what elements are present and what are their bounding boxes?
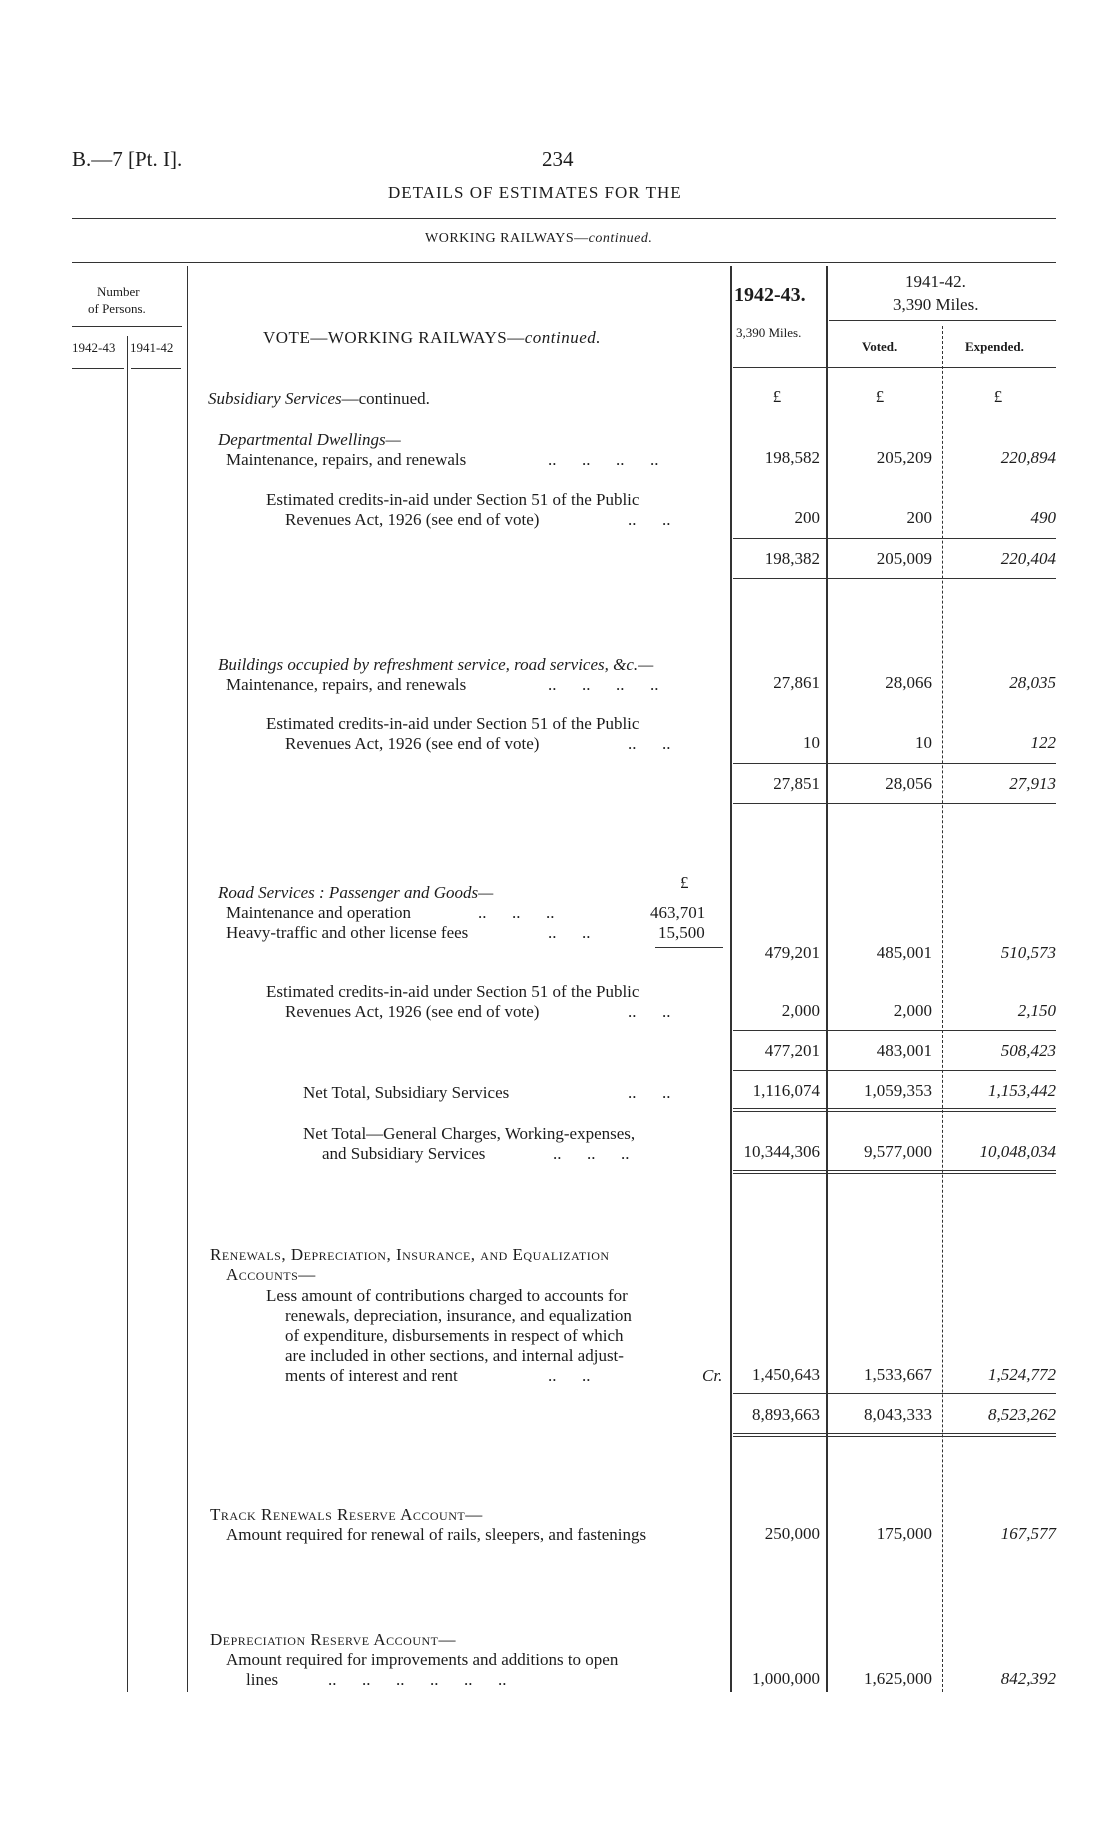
buildings-line1-voted: 28,066 bbox=[885, 673, 932, 692]
dwellings-heading: Departmental Dwellings— bbox=[218, 430, 401, 449]
dwellings-credit-line1: Estimated credits-in-aid under Section 51 of the Public bbox=[266, 490, 640, 509]
road-credit-line2: Revenues Act, 1926 (see end of vote) bbox=[285, 1002, 540, 1021]
vote-title-main: VOTE—WORKING RAILWAYS— bbox=[263, 328, 525, 347]
renewals-total-rule-1 bbox=[733, 1433, 1056, 1434]
persons-label-line2: of Persons. bbox=[88, 301, 146, 316]
depreciation-text-line1: Amount required for improvements and additions to open bbox=[226, 1650, 619, 1669]
col-divider-voted bbox=[826, 266, 828, 1692]
persons-right-border bbox=[187, 266, 188, 1692]
road-line2-dots: .. .. bbox=[548, 923, 591, 942]
document-code: B.—7 [Pt. I]. bbox=[72, 147, 183, 171]
vote-title-continued: continued. bbox=[524, 328, 602, 347]
subtitle-main: WORKING RAILWAYS— bbox=[425, 231, 589, 246]
dwellings-line1-expended: 220,894 bbox=[1000, 448, 1056, 467]
road-line2: Heavy-traffic and other license fees bbox=[226, 923, 469, 942]
currency-symbol: £ bbox=[993, 387, 1003, 406]
buildings-line1-current: 27,861 bbox=[773, 673, 820, 692]
renewals-text-line5: ments of interest and rent bbox=[285, 1366, 458, 1385]
net-subsidiary-voted: 1,059,353 bbox=[864, 1081, 932, 1100]
currency-symbol: £ bbox=[875, 387, 885, 406]
persons-year-rule-left bbox=[72, 368, 124, 369]
dwellings-total-voted: 205,009 bbox=[876, 549, 932, 568]
table-top-rule bbox=[72, 262, 1056, 263]
buildings-credit-line1: Estimated credits-in-aid under Section 51 of the Public bbox=[266, 714, 640, 733]
buildings-credit-voted: 10 bbox=[915, 733, 932, 752]
renewals-expended: 1,524,772 bbox=[988, 1365, 1056, 1384]
road-credit-expended: 2,150 bbox=[1017, 1001, 1056, 1020]
renewals-credit-marker: Cr. bbox=[702, 1366, 723, 1385]
buildings-credit-dots: .. .. bbox=[628, 734, 671, 753]
track-expended: 167,577 bbox=[1000, 1524, 1056, 1543]
renewals-voted: 1,533,667 bbox=[864, 1365, 932, 1384]
dwellings-line1-current: 198,582 bbox=[764, 448, 820, 467]
road-heading: Road Services : Passenger and Goods— bbox=[218, 883, 494, 902]
depreciation-text-line2: lines bbox=[246, 1670, 279, 1689]
currency-symbol: £ bbox=[772, 387, 782, 406]
renewals-heading-line2: Accounts— bbox=[226, 1265, 316, 1284]
dwellings-total-expended: 220,404 bbox=[1000, 549, 1056, 568]
dwellings-credit-line2: Revenues Act, 1926 (see end of vote) bbox=[285, 510, 540, 529]
net-subsidiary-rule-1 bbox=[733, 1108, 1056, 1109]
renewals-text-line2: renewals, depreciation, insurance, and equalization bbox=[285, 1306, 632, 1325]
buildings-total-rule bbox=[733, 803, 1056, 804]
road-sum-rule bbox=[655, 947, 723, 948]
buildings-heading: Buildings occupied by refreshment service, road services, &c.— bbox=[218, 655, 654, 674]
renewals-text-dots: .. .. bbox=[548, 1366, 591, 1385]
persons-year-current: 1942-43 bbox=[72, 340, 116, 355]
track-voted: 175,000 bbox=[876, 1524, 932, 1543]
renewals-total-current: 8,893,663 bbox=[752, 1405, 820, 1424]
currency-voted bbox=[828, 387, 932, 407]
road-credit-line1: Estimated credits-in-aid under Section 51 of the Public bbox=[266, 982, 640, 1001]
renewals-text-line3: of expenditure, disbursements in respect of which bbox=[285, 1326, 624, 1345]
column-expended: Expended. bbox=[965, 339, 1024, 354]
dwellings-credit-voted: 200 bbox=[906, 508, 932, 527]
road-credit-current: 2,000 bbox=[781, 1001, 820, 1020]
net-subsidiary-expended: 1,153,442 bbox=[988, 1081, 1056, 1100]
buildings-line1-dots: .. .. .. .. bbox=[548, 675, 659, 694]
renewals-heading-line1: Renewals, Depreciation, Insurance, and Equalization bbox=[210, 1245, 610, 1264]
dwellings-subtotal-rule bbox=[733, 538, 1056, 539]
net-subsidiary-label: Net Total, Subsidiary Services bbox=[303, 1083, 510, 1102]
road-subtotal-rule bbox=[733, 1030, 1056, 1031]
road-credit-voted: 2,000 bbox=[893, 1001, 932, 1020]
buildings-total-expended: 27,913 bbox=[1009, 774, 1056, 793]
net-general-expended: 10,048,034 bbox=[979, 1142, 1056, 1161]
net-general-label-line1: Net Total—General Charges, Working-expenses, bbox=[303, 1124, 636, 1143]
dwellings-line1-dots: .. .. .. .. bbox=[548, 450, 659, 469]
buildings-credit-line2: Revenues Act, 1926 (see end of vote) bbox=[285, 734, 540, 753]
section-heading-continued: —continued. bbox=[341, 389, 430, 408]
road-sum-current: 479,201 bbox=[764, 943, 820, 962]
net-subsidiary-current: 1,116,074 bbox=[752, 1081, 820, 1100]
renewals-total-voted: 8,043,333 bbox=[864, 1405, 932, 1424]
column-voted: Voted. bbox=[862, 339, 898, 354]
renewals-total-rule-2 bbox=[733, 1436, 1056, 1437]
persons-year-previous: 1941-42 bbox=[130, 340, 174, 355]
dwellings-credit-dots: .. .. bbox=[628, 510, 671, 529]
renewals-text-line1: Less amount of contributions charged to accounts for bbox=[266, 1286, 628, 1305]
net-general-current: 10,344,306 bbox=[743, 1142, 820, 1161]
net-subsidiary-rule-2 bbox=[733, 1111, 1056, 1112]
column-year-current: 1942-43. bbox=[734, 284, 806, 306]
renewals-total-expended: 8,523,262 bbox=[988, 1405, 1056, 1424]
road-sum-expended: 510,573 bbox=[1000, 943, 1056, 962]
page-title: DETAILS OF ESTIMATES FOR THE bbox=[388, 183, 682, 202]
road-total-expended: 508,423 bbox=[1000, 1041, 1056, 1060]
net-general-voted: 9,577,000 bbox=[864, 1142, 932, 1161]
road-total-current: 477,201 bbox=[764, 1041, 820, 1060]
currency-current bbox=[734, 387, 820, 407]
net-general-rule-2 bbox=[733, 1173, 1056, 1174]
net-general-rule-1 bbox=[733, 1170, 1056, 1171]
vote-title bbox=[263, 328, 601, 348]
persons-label-line1: Number bbox=[97, 284, 140, 299]
road-credit-dots: .. .. bbox=[628, 1002, 671, 1021]
section-heading-main: Subsidiary Services bbox=[208, 389, 342, 408]
buildings-subtotal-rule bbox=[733, 763, 1056, 764]
road-line2-amount: 15,500 bbox=[658, 923, 705, 942]
road-line1-amount: 463,701 bbox=[650, 903, 706, 922]
section-heading bbox=[208, 389, 430, 409]
page-number: 234 bbox=[542, 147, 574, 171]
currency-expended bbox=[940, 387, 1056, 407]
persons-col-divider bbox=[127, 336, 128, 1692]
dwellings-credit-current: 200 bbox=[794, 508, 820, 527]
buildings-total-current: 27,851 bbox=[773, 774, 820, 793]
column-miles-previous: 3,390 Miles. bbox=[893, 295, 979, 314]
renewals-subtotal-rule bbox=[733, 1393, 1056, 1394]
column-miles-current: 3,390 Miles. bbox=[736, 325, 802, 340]
dwellings-total-rule bbox=[733, 578, 1056, 579]
renewals-current: 1,450,643 bbox=[752, 1365, 820, 1384]
column-year-previous: 1941-42. bbox=[905, 272, 966, 291]
buildings-line1-expended: 28,035 bbox=[1009, 673, 1056, 692]
track-current: 250,000 bbox=[764, 1524, 820, 1543]
buildings-total-voted: 28,056 bbox=[885, 774, 932, 793]
track-heading: Track Renewals Reserve Account— bbox=[210, 1505, 483, 1524]
depreciation-current: 1,000,000 bbox=[752, 1669, 820, 1688]
road-pound-symbol: £ bbox=[680, 873, 689, 892]
net-general-dots: .. .. .. bbox=[553, 1144, 630, 1163]
subtitle-continued: continued. bbox=[588, 231, 653, 246]
track-text: Amount required for renewal of rails, sleepers, and fastenings bbox=[226, 1525, 647, 1544]
buildings-credit-current: 10 bbox=[803, 733, 820, 752]
previous-year-header-rule bbox=[829, 320, 1056, 321]
road-total-rule bbox=[733, 1070, 1056, 1071]
depreciation-heading: Depreciation Reserve Account— bbox=[210, 1630, 456, 1649]
dwellings-line1-voted: 205,209 bbox=[876, 448, 932, 467]
col-divider-current bbox=[730, 266, 732, 1692]
road-line1: Maintenance and operation bbox=[226, 903, 412, 922]
road-total-voted: 483,001 bbox=[876, 1041, 932, 1060]
depreciation-voted: 1,625,000 bbox=[864, 1669, 932, 1688]
title-rule bbox=[72, 218, 1056, 219]
persons-header-rule bbox=[72, 326, 182, 327]
buildings-credit-expended: 122 bbox=[1030, 733, 1056, 752]
road-sum-voted: 485,001 bbox=[876, 943, 932, 962]
dwellings-credit-expended: 490 bbox=[1030, 508, 1056, 527]
header-bottom-rule bbox=[733, 367, 1056, 368]
buildings-line1: Maintenance, repairs, and renewals bbox=[226, 675, 467, 694]
net-general-label-line2: and Subsidiary Services bbox=[322, 1144, 486, 1163]
dwellings-line1: Maintenance, repairs, and renewals bbox=[226, 450, 467, 469]
page-subtitle bbox=[425, 231, 652, 247]
road-line1-dots: .. .. .. bbox=[478, 903, 555, 922]
depreciation-expended: 842,392 bbox=[1000, 1669, 1056, 1688]
dwellings-total-current: 198,382 bbox=[764, 549, 820, 568]
depreciation-text-dots: .. .. .. .. .. .. bbox=[328, 1670, 507, 1689]
persons-year-rule-right bbox=[131, 368, 181, 369]
net-subsidiary-dots: .. .. bbox=[628, 1083, 671, 1102]
renewals-text-line4: are included in other sections, and internal adjust- bbox=[285, 1346, 624, 1365]
